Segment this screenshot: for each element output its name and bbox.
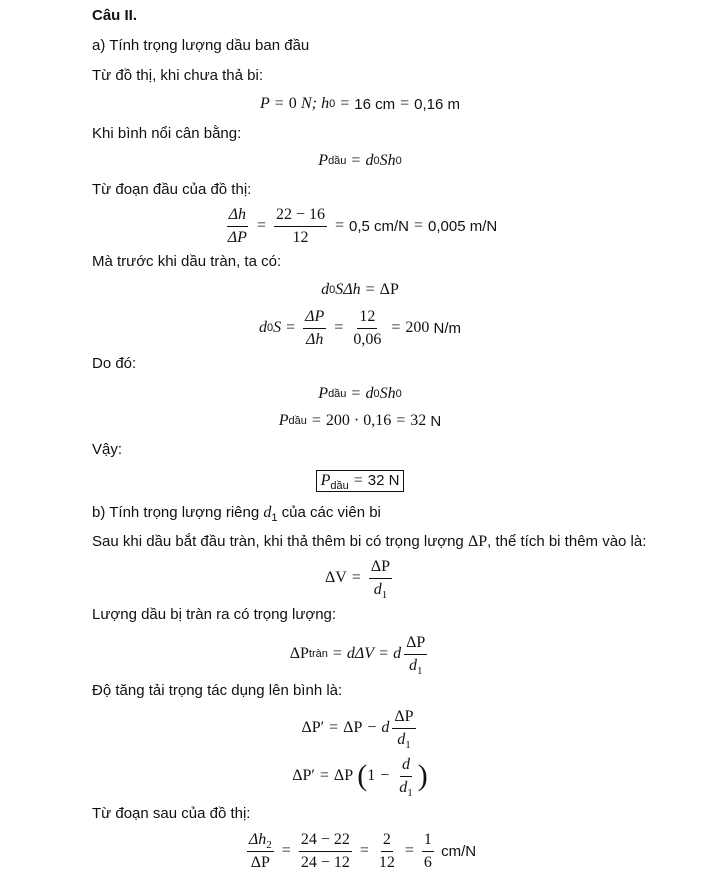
equation-slope-first: $\frac{\Delta h}{\Delta P}$ = $\frac{22 - 16}{12}$ = 0,5 cm/N = 0,005 m/N	[227, 205, 498, 246]
part-a-line-1: Từ đồ thị, khi chưa thả bi:	[92, 67, 263, 84]
part-a-line-6: Vậy:	[92, 441, 123, 458]
part-a-line-4: Mà trước khi dầu tràn, ta có:	[92, 253, 282, 270]
part-b-line-4: Từ đoạn sau của đồ thị:	[92, 805, 251, 822]
part-a-line-3: Từ đoạn đầu của đồ thị:	[92, 181, 252, 198]
part-b-line-3: Độ tăng tải trọng tác dụng lên bình là:	[92, 682, 343, 699]
equation-overflow-weight: ΔP tràn = dΔV = d $\frac{\Delta P}{d_1}$	[289, 633, 426, 677]
part-a-title: a) Tính trọng lượng dầu ban đầu	[92, 37, 310, 54]
part-b-line-2: Lượng dầu bị tràn ra có trọng lượng:	[92, 606, 337, 623]
part-b-line-1: Sau khi dầu bắt đầu tràn, khi thả thêm bi có trọng lượng ΔP, thể tích bi thêm vào là:	[92, 533, 647, 550]
question-heading: Câu II.	[92, 7, 138, 24]
answer-box-oil-weight: $P_{dầu} = 32$ N	[0, 468, 720, 494]
equation-force-balance: d 0 SΔh = ΔP	[321, 281, 399, 298]
part-a-line-5: Do đó:	[92, 355, 137, 372]
equation-d0s: d 0 S = $\frac{\Delta P}{\Delta h}$ = $\frac{12}{0,06}$ = 200 N/m	[258, 307, 462, 348]
equation-oil-weight: P dầu = d 0 S h 0	[318, 152, 402, 169]
part-a-line-2: Khi bình nổi cân bằng:	[92, 125, 242, 142]
equation-oil-weight-value: P dầu = 200 · 0,16 = 32 N	[278, 412, 442, 430]
equation-oil-weight-repeat: P dầu = d 0 S h 0	[318, 385, 402, 402]
equation-load-increase: ΔP′ = ΔP − d $\frac{\Delta P}{d_1}$	[301, 707, 414, 751]
part-b-title: b) Tính trọng lượng riêng $d_1$ của các viên bi	[92, 504, 381, 524]
equation-slope-second: $\frac{\Delta h_2}{\Delta P}$ = $\frac{24 - 22}{24 - 12}$ = $\frac{2}{12}$ = $\frac{1}{6}$ cm/N	[248, 830, 477, 871]
equation-load-increase-factored: ΔP′ = ΔP ( 1 − $\frac{d}{d_1}$ )	[292, 755, 428, 799]
equation-added-volume: ΔV = $\frac{\Delta P}{d_1}$	[324, 557, 391, 601]
equation-initial-state: P = 0 N; h 0 = 16 cm = 0,16 m	[259, 95, 461, 113]
